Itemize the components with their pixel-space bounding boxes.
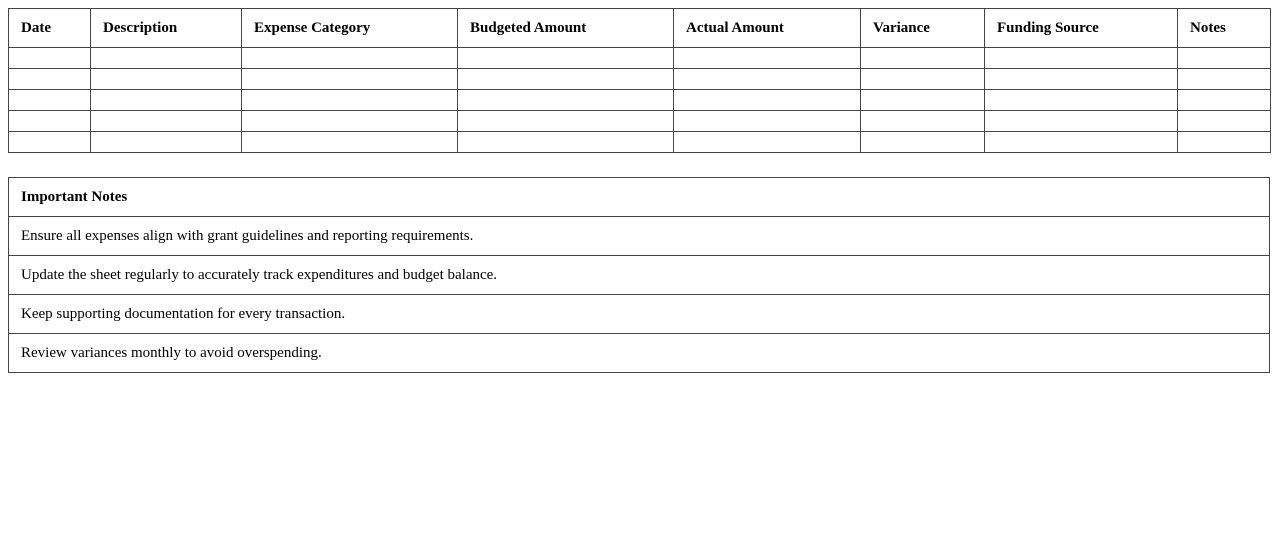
- table-cell[interactable]: [861, 111, 985, 132]
- table-cell[interactable]: [242, 132, 458, 153]
- table-cell[interactable]: [458, 48, 674, 69]
- column-header-notes: Notes: [1178, 9, 1271, 48]
- table-cell[interactable]: [861, 69, 985, 90]
- table-row: [9, 48, 1271, 69]
- table-cell[interactable]: [985, 132, 1178, 153]
- table-cell[interactable]: [674, 132, 861, 153]
- table-cell[interactable]: [985, 111, 1178, 132]
- table-cell[interactable]: [9, 48, 91, 69]
- table-cell[interactable]: [458, 132, 674, 153]
- table-cell[interactable]: [9, 69, 91, 90]
- table-cell[interactable]: [985, 48, 1178, 69]
- table-cell[interactable]: [674, 69, 861, 90]
- note-row: [9, 334, 1270, 373]
- notes-title: Important Notes: [9, 178, 1270, 217]
- table-row: [9, 132, 1271, 153]
- table-row: [9, 90, 1271, 111]
- table-cell[interactable]: [674, 48, 861, 69]
- table-cell[interactable]: [242, 111, 458, 132]
- table-cell[interactable]: [861, 132, 985, 153]
- table-cell[interactable]: [1178, 132, 1271, 153]
- table-cell[interactable]: [1178, 69, 1271, 90]
- column-header-variance: Variance: [861, 9, 985, 48]
- table-cell[interactable]: [9, 111, 91, 132]
- note-item: Review variances monthly to avoid overspending.: [9, 334, 1270, 373]
- table-cell[interactable]: [9, 90, 91, 111]
- table-cell[interactable]: [458, 111, 674, 132]
- column-header-description: Description: [91, 9, 242, 48]
- column-header-date: Date: [9, 9, 91, 48]
- table-cell[interactable]: [458, 69, 674, 90]
- table-row: [9, 69, 1271, 90]
- table-cell[interactable]: [985, 69, 1178, 90]
- table-cell[interactable]: [242, 69, 458, 90]
- table-cell[interactable]: [861, 48, 985, 69]
- notes-header-row: [9, 178, 1270, 217]
- table-cell[interactable]: [458, 90, 674, 111]
- table-cell[interactable]: [91, 48, 242, 69]
- table-cell[interactable]: [91, 69, 242, 90]
- note-row: [9, 256, 1270, 295]
- table-cell[interactable]: [1178, 48, 1271, 69]
- table-cell[interactable]: [861, 90, 985, 111]
- column-header-funding-source: Funding Source: [985, 9, 1178, 48]
- table-cell[interactable]: [985, 90, 1178, 111]
- table-cell[interactable]: [242, 48, 458, 69]
- column-header-budgeted-amount: Budgeted Amount: [458, 9, 674, 48]
- note-row: [9, 217, 1270, 256]
- table-cell[interactable]: [674, 90, 861, 111]
- note-item: Ensure all expenses align with grant guidelines and reporting requirements.: [9, 217, 1270, 256]
- table-cell[interactable]: [674, 111, 861, 132]
- column-header-expense-category: Expense Category: [242, 9, 458, 48]
- table-cell[interactable]: [242, 90, 458, 111]
- note-row: [9, 295, 1270, 334]
- header-row: [9, 9, 1271, 48]
- budget-table: [8, 8, 1271, 153]
- table-cell[interactable]: [91, 90, 242, 111]
- table-cell[interactable]: [91, 132, 242, 153]
- table-cell[interactable]: [9, 132, 91, 153]
- note-item: Keep supporting documentation for every transaction.: [9, 295, 1270, 334]
- important-notes-table: [8, 177, 1270, 373]
- table-row: [9, 111, 1271, 132]
- note-item: Update the sheet regularly to accurately track expenditures and budget balance.: [9, 256, 1270, 295]
- table-cell[interactable]: [1178, 90, 1271, 111]
- table-cell[interactable]: [1178, 111, 1271, 132]
- table-cell[interactable]: [91, 111, 242, 132]
- column-header-actual-amount: Actual Amount: [674, 9, 861, 48]
